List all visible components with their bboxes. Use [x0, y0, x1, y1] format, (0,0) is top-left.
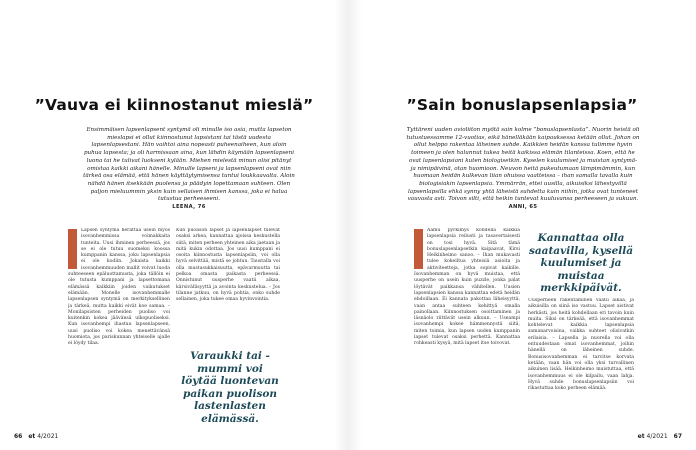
right-col2-text: Uusperheen rakentaminen vaatii aikaa, ja aikuisilla on siinä iso vastuu. Lapset aistivat herkästi, jos heitä kohdellaan eri tavoin kuin muita. Siksi on tärkeää, että isovanhemmat kohtelevat kaikkia lapsenlapsia samanarvoisina, vaikka suhteet olisivatkin erilaisia. – Lapsella ja nuorella voi olla entuudestaan omat isovanhemmat, joihin hänellä on läheinen suhde. Bonusisovanhemman ei tarvitse korvata ketään, vaan hän voi olla yksi turvallinen aikuinen lisää. Heikinheimo muistuttaa, että isovanhemmuus ei ole kilpailu, vaan lahja. Hyvä suhde bonuslapsenlapsiin voi rikastuttaa koko perheen elämää. — [528, 298, 634, 392]
left-issue: 4/2021 — [37, 433, 59, 440]
right-magazine-name: et — [637, 433, 645, 440]
right-dropcap — [414, 229, 423, 269]
left-page-number: 66 — [14, 433, 23, 440]
right-col1-text: Aamu pyrkimys kohdella kaikkia lapsenlapsia reilusti ja tasavertaisesti on tosi hyvä. Sitä tämä bonuslapsenlapsetkin kaipaavat, Kirsi Heikinheimo sanoo. – Ihan mukavasti tulee kokeiltua yhteisiä asioita ja aktiviteetteja, jotka sopivat kaikille. Isovanhemman on hyvä muistaa, että uusperhe on usein kuin puzzle, jonka palat löytävät paikkansa vähitellen. Uusien lapsenlapsien kanssa kannattaa edetä heidän ehdoillaan. Ei kannata pakottaa läheisyyttä, vaan antaa suhteen kehittyä omalla painollaan. Kiinnostuksen osoittaminen ja läsnäolo riittävät usein alkuun. – Useampi isovanhempi kokee hämmennystä siitä, miten toimia, kun lapsen uuden kumppanin lapset tulevat osaksi perhettä. Kannattaa rohkeasti kysyä, mitä lapset itse toivovat. — [414, 228, 520, 347]
left-col2-text: Kun puolison lapset ja lapsenlapset tulevat osaksi arkea, kannattaa ajoissa keskustella siitä, miten perheen yhteinen aika jaetaan ja mitä kukin odottaa. Jos uusi kumppani ei osoita kiinnostusta lapsenlapsiin, voi olla hyvä selvittää, mistä se johtuu. Taustalla voi olla mustasukkaisuutta, epävarmuutta tai pelkoa omasta paikasta perheessä. Onnistunut uusperhe vaatii aikaa, kärsivällisyyttä ja avointa keskustelua. – Jos tilanne jatkuu, on hyvä pohtia, onko suhde sellainen, joka tukee omaa hyvinvointia. — [176, 228, 280, 303]
left-article-title: ”Vauva ei kiinnostanut mieslä” — [34, 96, 314, 114]
right-page-number: 67 — [673, 433, 682, 440]
left-body-column-1 — [68, 228, 170, 428]
left-dropcap — [68, 229, 77, 269]
left-body-column-2 — [176, 228, 280, 342]
left-magazine-name: et — [28, 433, 36, 440]
right-folio — [638, 433, 682, 440]
right-lead-text: Tyttäreni uuden avioliiton myötä sain kolme ”bonuslapsenlasta”. Nuorin heistä oli tutustuessamme 12-vuotias, eikä hänelläkään kaipauksessa ketään ollut. Johan on ollut helppo rakentaa läheinen suhde. Kaikkien heidän kanssa tulimme hyvin toimeen ja olen halunnut tukea heitä kaikissa elämän tilanteissa. Koen, että he ovat lapsenlapsiani kuten biologisetkin. Kyselen kuulumiset ja muistan syntymä- ja nimipäivinä, otan huomioon. Neuvon heitä pukeutumaan lämpimämmin, kun huomaan heidän kulkevan liian ohuissa vaatteissa – ihan samalla tavalla kuin biologisiakin lapsenlapsia. Ymmärrän, ettei uusilla, aikuisiksi lähestyvillä lapsenlapsilla ehkä synny yhtä läheistä suhdetta kuin niihin, jotka ovat tunteneet vauvasta asti. Toivon silti, että heikin tuntevat kuuluvansa perheeseen ja sukuun. — [406, 127, 640, 203]
left-folio — [14, 433, 58, 440]
left-col1-text: Lapsen syntymä herättää usein myös isovanhemmissa voimakkaita tunteita. Uusi ihminen perheessä, jos se ei ole tutuu suomeksi koossa kumppanin kanssa, joku lapsenlapsia ei ole kodiin. Jokaista kaikki isovanhemmuuden mallit voivat luoda suhteeseen epäluottamusta, joka tällöin ei ole tutusta kumppani ja lapsettomana elämässä kaikkiin joiden vaikutukset elämään. Monelle isovanhemmalle lapsenlapsen syntymä on merkityksellinen ja tärkeä, mutta kaikki eivät koe samaa. – Monilapsisten perheiden puoliso voi kuitenkin kokea jäävänsä ulkopuoliseksi. Kun isovanhempi ihastuu lapsenlapseen, uusi puoliso voi kokea menettävänsä huomiota, jos pariskunnan yhteiselle ajalle ei löydy tilaa. — [68, 228, 170, 347]
right-lead-signature: ANNI, 65 — [508, 204, 538, 211]
right-page — [348, 0, 696, 450]
left-lead-signature: LEENA, 76 — [172, 204, 206, 211]
right-body-column-1 — [414, 228, 520, 428]
right-article-title: ”Sain bonuslapsenlapsia” — [406, 96, 638, 114]
left-lead-text: Ensimmäisen lapsenlapsent syntymä oli minulle iso asia, mutta lapseton mieslapsi ei ollut kiinnostunut lapsistani tai tästä uudesta lapsenlapsestani. Hän vaihtoi aina nopeasti puheenaiheen, kun aloin puhua lapsesta; ja oli harmissaan aina, kun lähdin käymään lapsenlapseni luona tai he tulivat luokseni kylään. Miehen mielestä minun olisi pitänyt omistaa kaikki aikani hänelle. Minulle lapseni ja lapsenlapseni ovat niin tärkeä osa elämää, että hänen käyttäytymisensa tuntui loukkaavalta. Aloin nähdä hänen itsekkään puolensa ja päädyin lopettamaan suhteen. Olen paljon mieluummin yksin kuin sellaisen ihmisen kanssa, joka ei halua tutustua perheeseeni. — [83, 127, 295, 203]
right-pullquote: Kannattaa olla saatavilla, kysellä kuulumiset ja muistaa merkkipäivät. — [528, 232, 634, 294]
left-pullquote: Varaukki tai -mummi voi löytää luontevan paikan puolison lastenlasten elämässä. — [181, 350, 279, 425]
left-lead-paragraph — [82, 127, 296, 212]
right-lead-paragraph — [406, 127, 640, 212]
right-body-column-2 — [528, 298, 634, 428]
right-issue: 4/2021 — [646, 433, 668, 440]
